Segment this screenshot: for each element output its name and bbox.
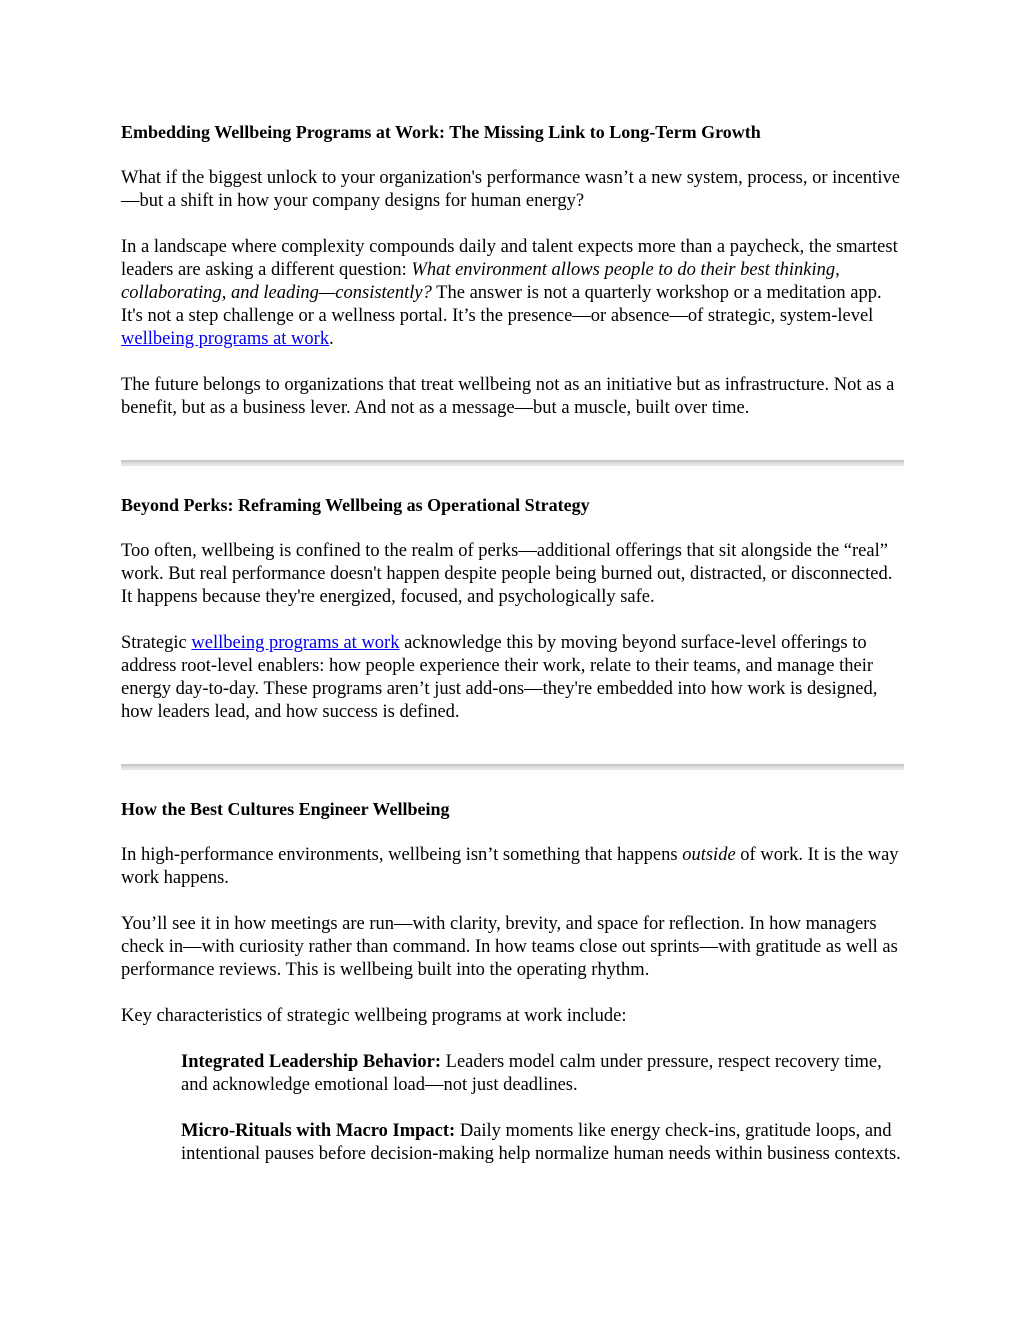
paragraph-text: You’ll see it in how meetings are run—with clarity, brevity, and space for reflection. In how managers check in—with curiosity rather than command. In how teams close out sprints—with gratitude as well as performance reviews. This is wellbeing built into the operating rhythm. [121, 914, 898, 980]
paragraph-text: acknowledge this by moving beyond surface-level offerings to address root-level enablers: how people experience their work, relate to their teams, and manage their energy day-to-day. These programs aren’t just add-ons—they're embedded into how work is designed, how leaders lead, and how success is defined. [121, 633, 878, 722]
paragraph [121, 632, 904, 724]
section-heading-embedding-wellbeing: Embedding Wellbeing Programs at Work: The Missing Link to Long-Term Growth [121, 122, 761, 142]
paragraph-text: What if the biggest unlock to your organization's performance wasn’t a new system, process, or incentive—but a shift in how your company designs for human energy? [121, 168, 900, 211]
paragraph-text: . [329, 329, 334, 349]
list-item-text: Leaders model calm under pressure, respect recovery time, and acknowledge emotional load—not just deadlines. [181, 1052, 882, 1095]
paragraph-text: Strategic [121, 633, 192, 653]
list-item [181, 1051, 904, 1097]
paragraph-text: Key characteristics of strategic wellbeing programs at work include: [121, 1006, 627, 1026]
paragraph [121, 167, 904, 213]
italic-question: What environment allows people to do their best thinking, collaborating, and leading—consistently? [121, 260, 840, 303]
horizontal-divider [121, 460, 904, 466]
paragraph [121, 844, 904, 890]
paragraph [121, 236, 904, 351]
section-heading-beyond-perks: Beyond Perks: Reframing Wellbeing as Operational Strategy [121, 495, 590, 515]
list-item-label: Integrated Leadership Behavior: [181, 1052, 442, 1072]
section-heading-best-cultures: How the Best Cultures Engineer Wellbeing [121, 799, 450, 819]
document-page [121, 121, 904, 1189]
wellbeing-programs-link[interactable]: wellbeing programs at work [191, 633, 400, 653]
horizontal-divider [121, 764, 904, 770]
list-item [181, 1120, 904, 1166]
paragraph-text: The future belongs to organizations that treat wellbeing not as an initiative but as infrastructure. Not as a benefit, but as a business lever. And not as a message—but a muscle, built over time. [121, 375, 895, 418]
paragraph [121, 540, 904, 609]
paragraph-text: of work. It is the way work happens. [121, 845, 899, 888]
list-item-text: Daily moments like energy check-ins, gratitude loops, and intentional pauses before decision-making help normalize human needs within business contexts. [181, 1121, 901, 1164]
list-item-label: Micro-Rituals with Macro Impact: [181, 1121, 456, 1141]
italic-word: outside [682, 845, 736, 865]
paragraph-text: The answer is not a quarterly workshop or a meditation app. It's not a step challenge or a wellness portal. It’s the presence—or absence—of strategic, system-level [121, 283, 882, 326]
paragraph [121, 913, 904, 982]
paragraph [121, 374, 904, 420]
paragraph-text: In high-performance environments, wellbeing isn’t something that happens [121, 845, 683, 865]
wellbeing-programs-link[interactable]: wellbeing programs at work [121, 329, 330, 349]
paragraph-text: Too often, wellbeing is confined to the realm of perks—additional offerings that sit alongside the “real” work. But real performance doesn't happen despite people being burned out, distracted, or disconnected. It happens because they're energized, focused, and psychologically safe. [121, 541, 893, 607]
paragraph-text: In a landscape where complexity compounds daily and talent expects more than a paycheck, the smartest leaders are asking a different question: [121, 237, 898, 280]
paragraph [121, 1005, 904, 1028]
